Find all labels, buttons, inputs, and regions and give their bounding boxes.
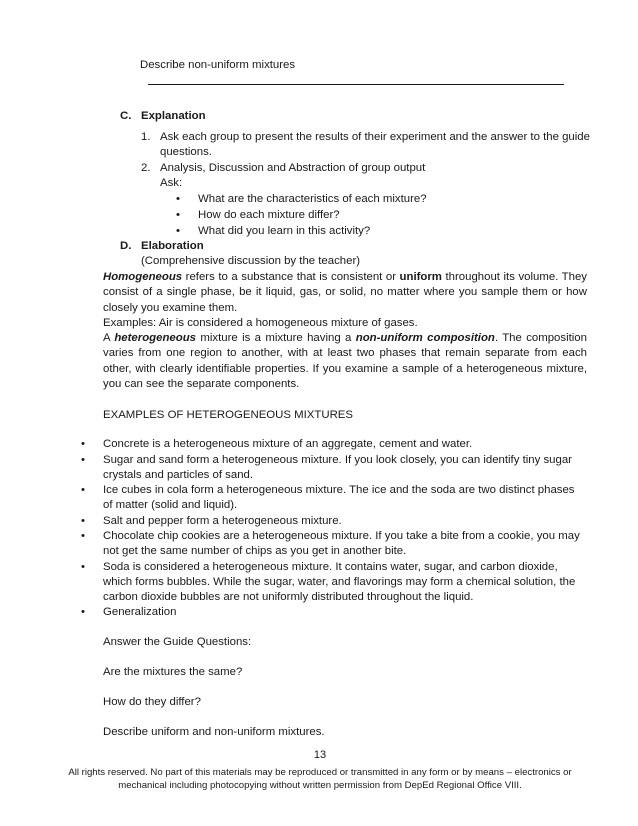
example-bullet: • Ice cubes in cola form a heterogeneous mixture. The ice and the soda are two distinct phases [103,483,575,498]
ask-label: Ask: [160,177,183,189]
section-d-letter: D. [120,240,132,252]
example-bullet: • Sugar and sand form a heterogeneous mixture. If you look closely, you can identify tiny sugar [103,453,572,468]
section-d-heading: Elaboration [141,240,204,252]
page-number: 13 [313,749,327,761]
example-bullet-cont: crystals and particles of sand. [103,469,254,481]
prompt-text: Describe non-uniform mixtures [140,59,296,71]
guide-question: Describe uniform and non-uniform mixtures. [103,726,325,738]
example-bullet-cont: of matter (solid and liquid). [103,499,238,511]
examples-line: Examples: Air is considered a homogeneous mixture of gases. [103,317,418,329]
example-bullet-cont: carbon dioxide bubbles are not uniformly distributed throughout the liquid. [103,591,474,603]
question-item: • What did you learn in this activity? [198,224,370,239]
example-bullet-cont: not get the same number of chips as you get in another bite. [103,545,407,557]
item-text: Analysis, Discussion and Abstraction of group output [160,162,426,174]
guide-intro: Answer the Guide Questions: [103,636,252,648]
footer-line: All rights reserved. No part of this materials may be reproduced or transmitted in any form or by means – electronics or [68,767,572,778]
footer-line: mechanical including photocopying without written permission from DepEd Regional Office VIII. [118,780,522,791]
example-bullet: • Concrete is a heterogeneous mixture of an aggregate, cement and water. [103,437,472,452]
question-item: • What are the characteristics of each mixture? [198,192,427,207]
item-number: 2. [141,162,151,174]
item-text: Ask each group to present the results of their experiment and the answer to the guide [160,131,590,143]
question-item: • How do each mixture differ? [198,208,340,223]
example-bullet: • Salt and pepper form a heterogeneous mixture. [103,514,342,529]
guide-question: Are the mixtures the same? [103,666,243,678]
homogeneous-paragraph: Homogeneous refers to a substance that is consistent or uniform throughout its volume. They consist of a single phase, be it liquid, gas, or solid, no matter where you sample them or how closely you examine them. [103,271,587,314]
teacher-note: (Comprehensive discussion by the teacher) [141,255,361,267]
answer-line [148,84,564,85]
heterogeneous-paragraph: A heterogeneous mixture is a mixture having a non-uniform composition. The composition varies from one region to another, with at least two phases that remain separate from each other, with clearly identifiable properties. If you examine a sample of a heterogeneous mixture, you can see the separate components. [103,332,587,390]
example-bullet: • Chocolate chip cookies are a heterogeneous mixture. If you take a bite from a cookie, you may [103,529,580,544]
generalization-bullet: • Generalization [103,605,176,620]
item-number: 1. [141,131,151,143]
example-bullet-cont: which forms bubbles. While the sugar, water, and flavorings may form a chemical solution, the [103,576,576,588]
guide-question: How do they differ? [103,696,201,708]
section-c-heading: Explanation [141,110,206,122]
section-c-letter: C. [120,110,132,122]
examples-heading: EXAMPLES OF HETEROGENEOUS MIXTURES [103,409,354,421]
example-bullet: • Soda is considered a heterogeneous mixture. It contains water, sugar, and carbon dioxide, [103,560,558,575]
item-text-cont: questions. [160,146,212,158]
